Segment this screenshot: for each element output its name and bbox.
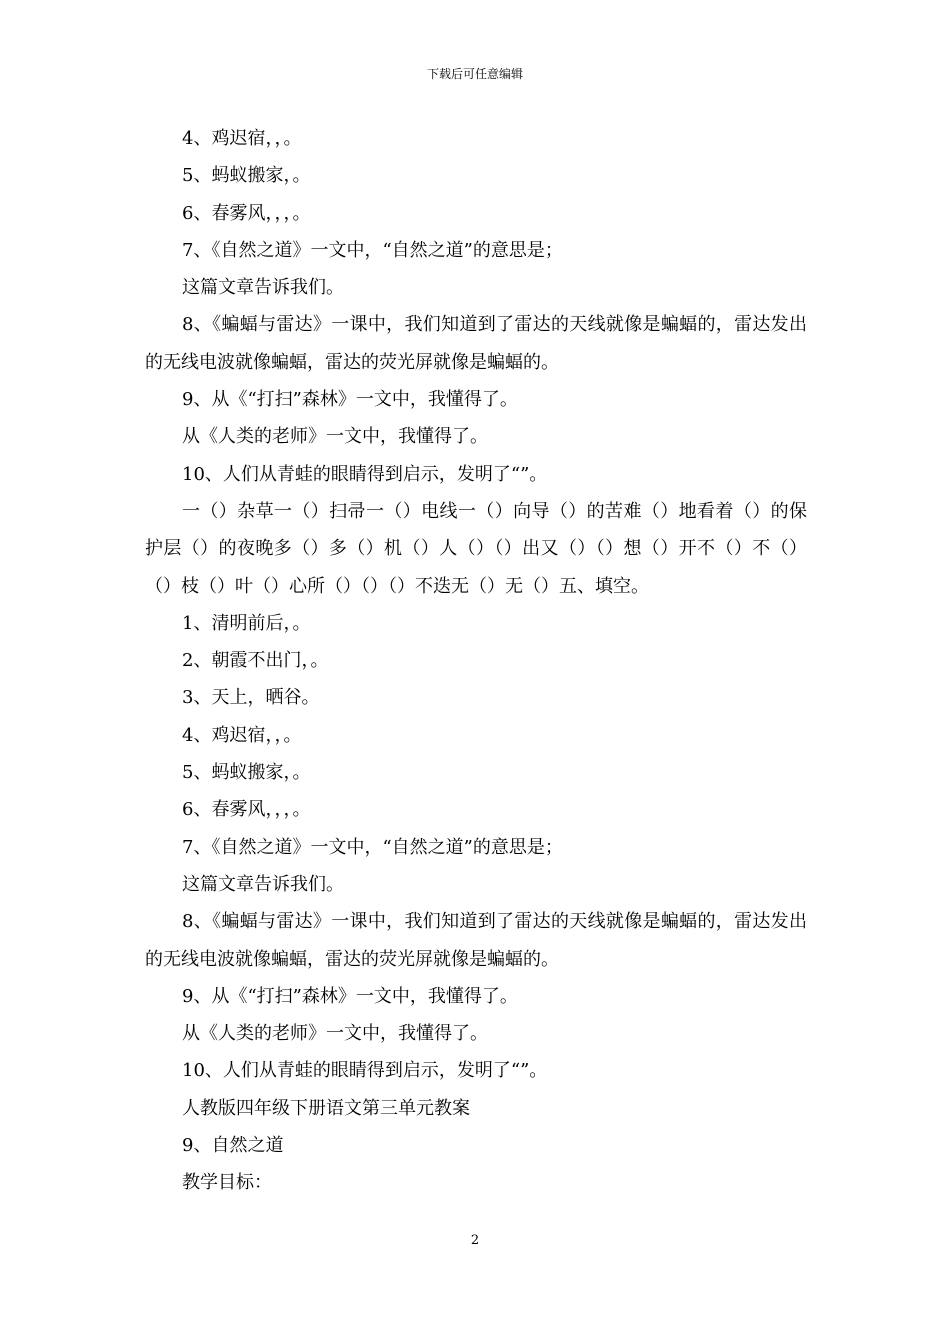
paragraph: 1、清明前后，。	[182, 612, 311, 634]
page-header-note: 下载后可任意编辑	[426, 67, 523, 81]
paragraph: 7、《自然之道》一文中，“自然之道”的意思是；	[182, 836, 563, 858]
document-body	[145, 120, 807, 1202]
paragraph: 10、人们从青蛙的眼睛得到启示，发明了“”。	[182, 463, 548, 485]
paragraph: 9、从《“打扫”森林》一文中，我懂得了。	[182, 985, 518, 1007]
paragraph: 5、蚂蚁搬家，。	[182, 165, 311, 187]
paragraph: 6、春雾风，，，。	[182, 202, 311, 224]
paragraph: 10、人们从青蛙的眼睛得到启示，发明了“”。	[182, 1060, 548, 1082]
paragraph: 4、鸡迟宿，，。	[182, 724, 302, 746]
paragraph: 8、《蝙蝠与雷达》一课中，我们知道到了雷达的天线就像是蝙蝠的，雷达发出的无线电波就像蝙蝠，雷达的荧光屏就像是蝙蝠的。	[145, 314, 807, 373]
paragraph: 5、蚂蚁搬家，。	[182, 762, 311, 784]
page-number: 2	[470, 1233, 480, 1248]
paragraph: 7、《自然之道》一文中，“自然之道”的意思是；	[182, 239, 563, 261]
paragraph: 6、春雾风，，，。	[182, 799, 311, 821]
teaching-goals-heading: 教学目标：	[182, 1172, 272, 1194]
section-title: 人教版四年级下册语文第三单元教案	[182, 1097, 470, 1119]
paragraph: 4、鸡迟宿，，。	[182, 128, 302, 149]
paragraph: 3、天上，晒谷。	[182, 687, 320, 709]
paragraph: 2、朝霞不出门，。	[182, 650, 329, 672]
paragraph: 这篇文章告诉我们。	[182, 277, 344, 299]
paragraph: 从《人类的老师》一文中，我懂得了。	[182, 1023, 488, 1045]
paragraph: 这篇文章告诉我们。	[182, 873, 344, 895]
lesson-title: 9、自然之道	[182, 1135, 284, 1157]
paragraph: 从《人类的老师》一文中，我懂得了。	[182, 426, 488, 448]
paragraph: 8、《蝙蝠与雷达》一课中，我们知道到了雷达的天线就像是蝙蝠的，雷达发出的无线电波就像蝙蝠，雷达的荧光屏就像是蝙蝠的。	[145, 911, 807, 970]
paragraph: 一（）杂草一（）扫帚一（）电线一（）向导（）的苦难（）地看着（）的保护层（）的夜晚多（）多（）机（）人（）（）出又（）（）想（）开不（）不（）（）枝（）叶（）心所（）（）（）不迭无（）无（）五、填空。	[145, 500, 807, 597]
paragraph: 9、从《“打扫”森林》一文中，我懂得了。	[182, 389, 518, 411]
